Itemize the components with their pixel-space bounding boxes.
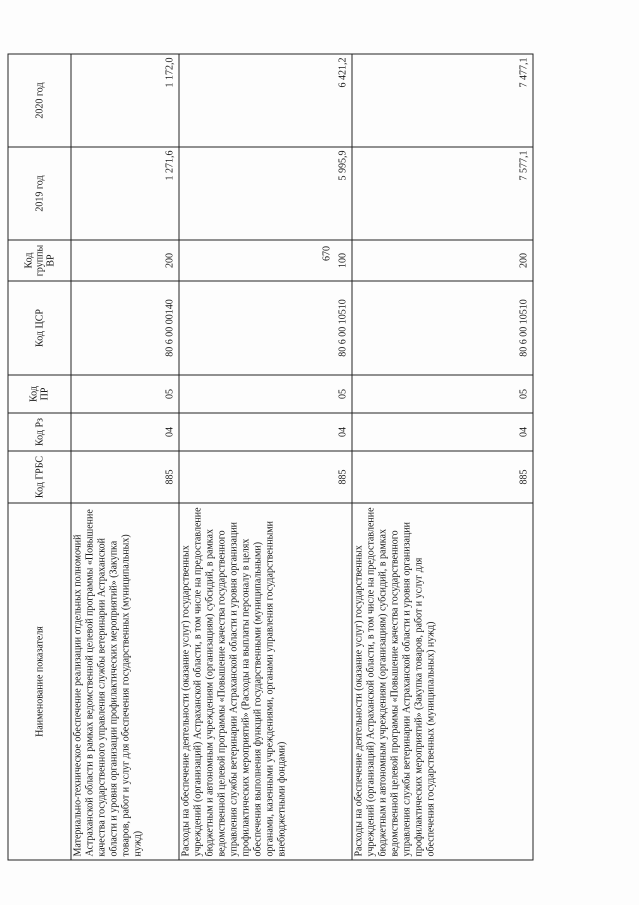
cell-2020: 1 172,0 xyxy=(71,54,179,147)
cell-name: Расходы на обеспечение деятельности (оказание услуг) государственных учреждений (организаций) Астраханской области, в том числе на предоставление бюджетным и автономным учреждениям (организациям) субсидий, в рамках ведомственной целевой программы «Повышение качества государственного управления службы ветеринарии Астраханской области и уровня организации профилактических мероприятий» (Расходы на выплаты персоналу в целях обеспечения выполнения функций государственными (муниципальными) органами, казенными учреждениями, органами управления государственными внебюджетными фондами) xyxy=(179,503,352,860)
cell-2020: 6 421,2 xyxy=(179,54,352,147)
cell-pr: 05 xyxy=(352,375,533,413)
header-csr: Код ЦСР xyxy=(8,281,71,375)
cell-csr: 80 6 00 10510 xyxy=(352,281,533,375)
cell-vr: 200 xyxy=(352,240,533,281)
header-2020: 2020 год xyxy=(8,54,71,147)
table-row xyxy=(179,54,352,860)
budget-table xyxy=(8,54,534,861)
cell-rz: 04 xyxy=(179,413,352,451)
header-pr: Код ПР xyxy=(8,375,71,413)
table-row xyxy=(71,54,179,860)
cell-csr: 80 6 00 10510 xyxy=(179,281,352,375)
cell-vr: 100 xyxy=(179,240,352,281)
cell-grbs: 885 xyxy=(352,451,533,503)
cell-2020: 7 477,1 xyxy=(352,54,533,147)
header-grbs: Код ГРБС xyxy=(8,451,71,503)
cell-2019: 1 271,6 xyxy=(71,147,179,240)
cell-grbs: 885 xyxy=(179,451,352,503)
cell-rz: 04 xyxy=(71,413,179,451)
header-vr: Код группы ВР xyxy=(8,240,71,281)
cell-grbs: 885 xyxy=(71,451,179,503)
cell-vr: 200 xyxy=(71,240,179,281)
cell-rz: 04 xyxy=(352,413,533,451)
cell-pr: 05 xyxy=(179,375,352,413)
header-name: Наименование показателя xyxy=(8,503,71,860)
cell-csr: 80 6 00 00140 xyxy=(71,281,179,375)
cell-name: Расходы на обеспечение деятельности (оказание услуг) государственных учреждений (организаций) Астраханской области, в том числе на предоставление бюджетным и автономным учреждениям (организациям) субсидий, в рамках ведомственной целевой программы «Повышение качества государственного управления службы ветеринарии Астраханской области и уровня организации профилактических мероприятий» (Закупка товаров, работ и услуг для обеспечения государственных (муниципальных) нужд) xyxy=(352,503,533,860)
cell-name: Материально-техническое обеспечение реализации отдельных полномочий Астраханской области в рамках ведомственной целевой программы «Повышение качества государственного управления службы ветеринарии Астраханской области и уровня организации профилактических мероприятий» (Закупка товаров, работ и услуг для обеспечения государственных (муниципальных) нужд) xyxy=(71,503,179,860)
header-2019: 2019 год xyxy=(8,147,71,240)
table-row xyxy=(352,54,533,860)
header-rz: Код Рз xyxy=(8,413,71,451)
cell-2019: 5 995,9 xyxy=(179,147,352,240)
budget-table-rotated xyxy=(8,55,533,861)
table-header-row xyxy=(8,54,71,860)
page-number: 670 xyxy=(321,246,333,261)
cell-pr: 05 xyxy=(71,375,179,413)
cell-2019: 7 577,1 xyxy=(352,147,533,240)
